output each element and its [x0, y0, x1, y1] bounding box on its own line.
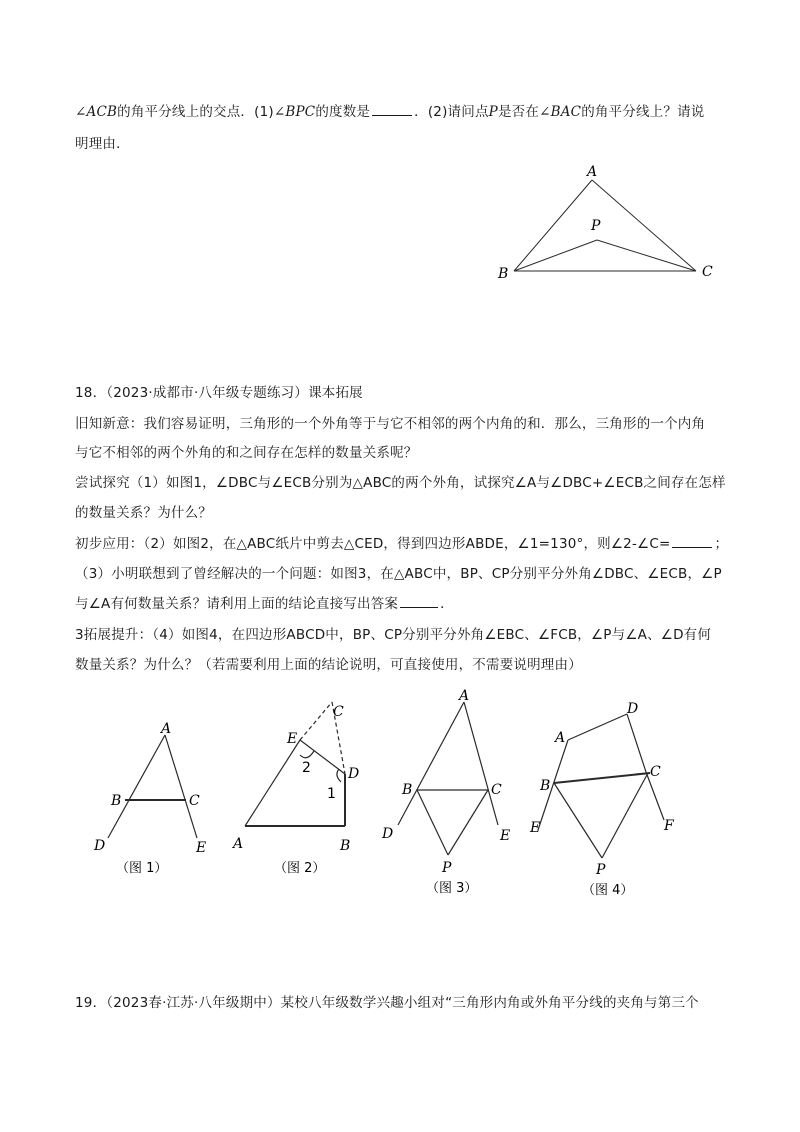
fig3-label-p: P	[442, 860, 452, 876]
q18-line-6: （3）小明联想到了曾经解决的一个问题：如图3，在△ABC中，BP、CP分别平分外角∠DBC、∠ECB，∠P	[75, 566, 722, 582]
answer-blank-angle-p[interactable]	[400, 596, 438, 608]
answer-blank-bpc[interactable]	[372, 104, 412, 116]
fig3-label-b: B	[402, 782, 413, 798]
q17-seg-ac	[592, 180, 696, 271]
figure-2	[245, 702, 345, 826]
figure-3	[398, 702, 498, 855]
answer-blank-angle-2-c[interactable]	[672, 536, 712, 548]
fig1-label-c: C	[189, 793, 200, 809]
fig2-label-1: 1	[327, 786, 336, 802]
point-p: P	[488, 104, 498, 120]
fig4-seg-cp	[602, 773, 648, 858]
q18-line-7-end: ．	[440, 596, 454, 612]
fig4-label-e: E	[530, 820, 541, 836]
fig2-label-2: 2	[302, 760, 311, 776]
fig1-caption: （图 1）	[116, 861, 168, 876]
q18-line-5-end: ；	[714, 536, 729, 552]
q17-text-3: ．(2)请问点	[414, 104, 489, 120]
q17-label-b: B	[498, 266, 509, 282]
fig2-angle-2-arc	[300, 751, 314, 758]
fig2-caption: （图 2）	[274, 861, 326, 876]
q17-figure	[490, 160, 720, 285]
fig1-seg-ae	[165, 735, 197, 838]
fig2-label-e: E	[287, 731, 298, 747]
fig4-label-c: C	[650, 764, 661, 780]
fig1-label-a: A	[161, 721, 172, 737]
figure-1	[108, 735, 197, 838]
q18-line-3: 尝试探究（1）如图1，∠DBC与∠ECB分别为△ABC的两个外角，试探究∠A与∠DBC+∠ECB之间存在怎样	[75, 475, 726, 491]
q18-line-1: 旧知新意：我们容易证明，三角形的一个外角等于与它不相邻的两个内角的和．那么，三角形的一个内角	[75, 416, 706, 432]
q17-seg-pc	[597, 240, 696, 271]
fig1-label-e: E	[196, 840, 207, 856]
q18-line-9: 数量关系？为什么？（若需要利用上面的结论说明，可直接使用，不需要说明理由）	[75, 657, 582, 673]
fig4-label-a: A	[555, 730, 566, 746]
angle-bpc: ∠BPC	[273, 104, 316, 120]
fig4-label-p: P	[596, 862, 606, 878]
fig4-seg-bp	[554, 783, 602, 858]
fig4-caption: （图 4）	[582, 883, 634, 898]
fig3-label-c: C	[491, 782, 502, 798]
q17-line-2: 明理由．	[75, 136, 130, 152]
q17-text-5: 的角平分线上？请说	[581, 104, 705, 120]
fig1-seg-ad	[108, 735, 165, 838]
q18-line-2: 与它不相邻的两个外角的和之间存在怎样的数量关系呢？	[75, 445, 418, 461]
angle-acb: ∠ACB	[75, 104, 118, 120]
q18-line-5	[75, 532, 728, 552]
fig2-label-d: D	[348, 766, 360, 782]
fig4-label-f: F	[664, 818, 674, 834]
q17-text-2: 的度数是	[315, 104, 371, 120]
fig3-seg-ad	[398, 702, 464, 825]
fig2-label-b: B	[340, 838, 351, 854]
fig4-label-b: B	[540, 778, 551, 794]
fig2-seg-ec	[300, 702, 332, 740]
q18-line-8: 3拓展提升：（4）如图4，在四边形ABCD中，BP、CP分别平分外角∠EBC、∠FCB，∠P与∠A、∠D有何	[75, 627, 712, 643]
fig4-seg-dc	[627, 714, 646, 772]
fig3-seg-ae	[464, 702, 498, 825]
q17-label-p: P	[591, 218, 601, 234]
fig3-seg-cp	[448, 790, 488, 855]
q18-header: 18．（2023·成都市·八年级专题练习）课本拓展	[75, 385, 363, 401]
fig1-label-d: D	[94, 838, 106, 854]
q17-line-1	[75, 100, 705, 120]
fig4-seg-bc	[554, 773, 650, 783]
q17-label-a: A	[587, 164, 598, 180]
fig1-label-b: B	[111, 793, 122, 809]
fig3-caption: （图 3）	[426, 881, 478, 896]
fig3-label-d: D	[382, 826, 394, 842]
fig3-label-e: E	[500, 828, 511, 844]
q17-text-1: 的角平分线上的交点．(1)	[117, 104, 274, 120]
q18-line-7-text: 与∠A有何数量关系？请利用上面的结论直接写出答案	[75, 596, 399, 612]
q18-line-5-text: 初步应用：（2）如图2，在△ABC纸片中剪去△CED，得到四边形ABDE，∠1=130°，则∠2-∠C=	[75, 536, 671, 552]
q17-seg-ba	[514, 180, 592, 271]
fig3-seg-bp	[417, 790, 448, 855]
angle-bac: ∠BAC	[539, 104, 582, 120]
q19-header: 19．（2023春·江苏·八年级期中）某校八年级数学兴趣小组对“三角形内角或外角平分线的夹角与第三个	[75, 995, 699, 1011]
q17-seg-bp	[514, 240, 597, 271]
q18-line-7	[75, 592, 454, 612]
fig2-seg-ae	[245, 740, 300, 826]
fig4-seg-ad	[568, 714, 627, 740]
fig4-label-d: D	[627, 701, 639, 717]
fig2-label-a: A	[233, 836, 244, 852]
q18-line-4: 的数量关系？为什么？	[75, 505, 212, 521]
q17-label-c: C	[702, 264, 713, 280]
q17-text-4: 是否在	[497, 104, 540, 120]
fig3-label-a: A	[459, 688, 470, 704]
fig2-label-c: C	[333, 704, 344, 720]
q18-figures	[0, 680, 800, 920]
